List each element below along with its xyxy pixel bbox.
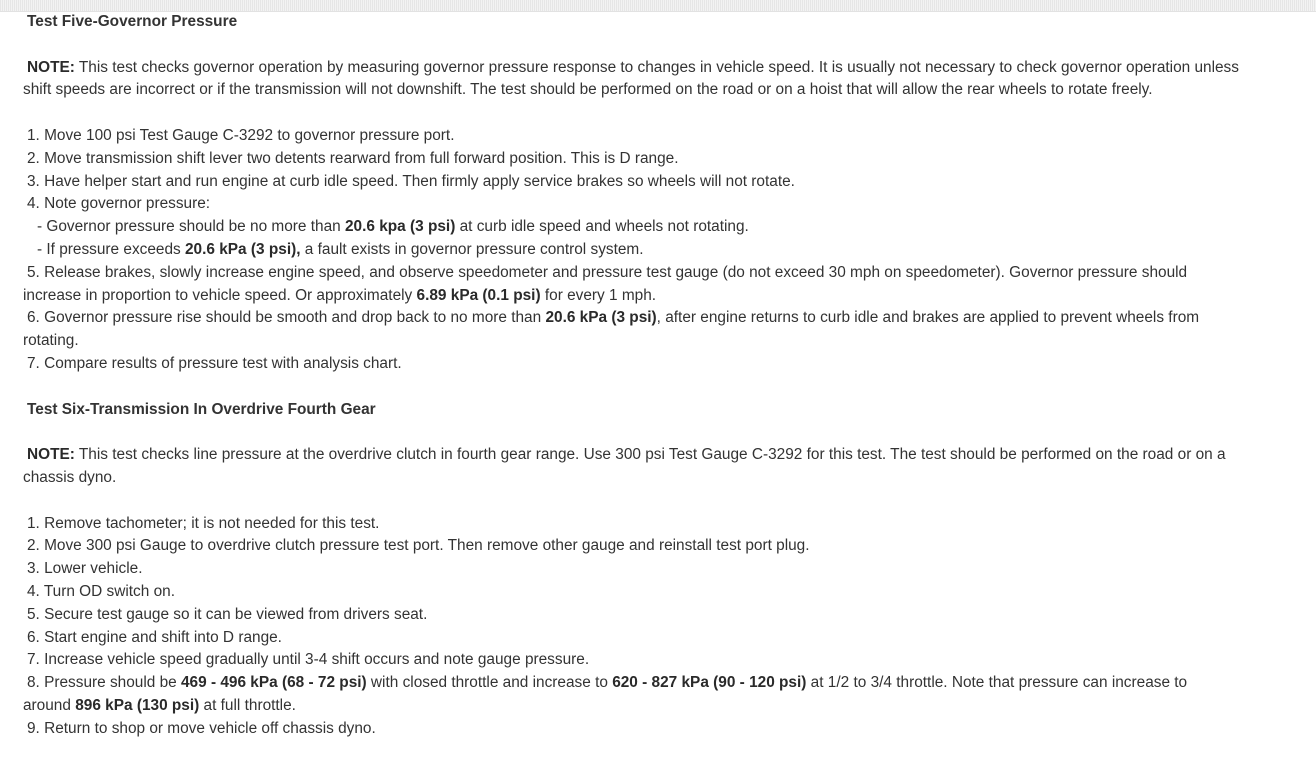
step-item: [23, 307, 1239, 353]
bullet-text: at curb idle speed and wheels not rotating.: [455, 218, 749, 236]
step-item: 1. Remove tachometer; it is not needed for this test.: [27, 514, 380, 532]
step-text: with closed throttle and increase to: [366, 674, 613, 692]
bullet-value: 20.6 kpa (3 psi): [344, 218, 456, 236]
step-value: 20.6 kPa (3 psi): [545, 309, 657, 327]
sub-bullet: [23, 239, 1239, 262]
step-item: 4. Turn OD switch on.: [27, 582, 175, 600]
step-item: 3. Lower vehicle.: [27, 560, 143, 578]
spacer: [23, 421, 1239, 444]
step-value: 469 - 496 kPa (68 - 72 psi): [181, 674, 367, 692]
sub-bullet: [23, 216, 1239, 239]
step-item: [23, 262, 1239, 308]
spacer: [23, 102, 1239, 125]
bullet-text: a fault exists in governor pressure control system.: [300, 240, 644, 258]
section-six-note: [23, 444, 1239, 490]
document-body: [23, 11, 1239, 741]
spacer: [23, 376, 1239, 399]
note-text: This test checks governor operation by measuring governor pressure response to changes in vehicle speed. It is usually not necessary to check governor operation unless shift speeds are incorrect or if the transmission will not downshift. The test should be performed on the road or on a hoist that will allow the rear wheels to rotate freely.: [23, 58, 1239, 99]
section-five-title: Test Five-Governor Pressure: [27, 13, 238, 30]
spacer: [23, 490, 1239, 513]
bullet-text: - If pressure exceeds: [37, 240, 185, 258]
step-item: 1. Move 100 psi Test Gauge C-3292 to governor pressure port.: [27, 126, 455, 144]
step-item: 4. Note governor pressure:: [27, 195, 211, 213]
note-text: This test checks line pressure at the overdrive clutch in fourth gear range. Use 300 psi Test Gauge C-3292 for this test. The test should be performed on the road or on a chassis dyno.: [23, 446, 1226, 486]
step-item: 9. Return to shop or move vehicle off chassis dyno.: [27, 719, 376, 737]
step-text: 5. Release brakes, slowly increase engine speed, and observe speedometer and pressure test gauge (do not exceed 30 mph on speedometer). Governor pressure should increase in proportion to vehicle speed. Or approximately: [23, 263, 1188, 304]
step-text: for every 1 mph.: [540, 286, 657, 304]
bullet-text: - Governor pressure should be no more than: [37, 218, 345, 236]
step-item: 3. Have helper start and run engine at curb idle speed. Then firmly apply service brakes so wheels will not rotate.: [27, 172, 795, 190]
section-five-note: [23, 57, 1239, 103]
step-item: 2. Move 300 psi Gauge to overdrive clutch pressure test port. Then remove other gauge and reinstall test port plug.: [27, 537, 810, 555]
step-item: 7. Increase vehicle speed gradually until 3-4 shift occurs and note gauge pressure.: [27, 651, 590, 669]
step-item: [23, 672, 1239, 718]
step-item: 7. Compare results of pressure test with analysis chart.: [27, 354, 402, 372]
step-value: 6.89 kPa (0.1 psi): [416, 286, 541, 304]
step-text: 8. Pressure should be: [27, 674, 181, 692]
step-value: 620 - 827 kPa (90 - 120 psi): [612, 674, 807, 692]
step-item: 2. Move transmission shift lever two detents rearward from full forward position. This is D range.: [27, 149, 679, 167]
section-six-title: Test Six-Transmission In Overdrive Fourth Gear: [27, 400, 376, 418]
step-text: , after engine returns to curb idle and brakes are applied to prevent wheels from rotating.: [23, 309, 1200, 350]
step-text: at 1/2 to 3/4 throttle. Note that pressure can increase to around: [23, 674, 1188, 714]
step-item: 5. Secure test gauge so it can be viewed from drivers seat.: [27, 605, 428, 623]
spacer: [23, 34, 1239, 57]
step-text: at full throttle.: [199, 696, 296, 714]
step-value: 896 kPa (130 psi): [75, 696, 200, 714]
bullet-value: 20.6 kPa (3 psi),: [185, 240, 301, 258]
step-item: 6. Start engine and shift into D range.: [27, 628, 282, 646]
note-label: NOTE:: [27, 446, 75, 464]
step-text: 6. Governor pressure rise should be smooth and drop back to no more than: [27, 309, 546, 327]
note-label: NOTE:: [27, 58, 75, 76]
